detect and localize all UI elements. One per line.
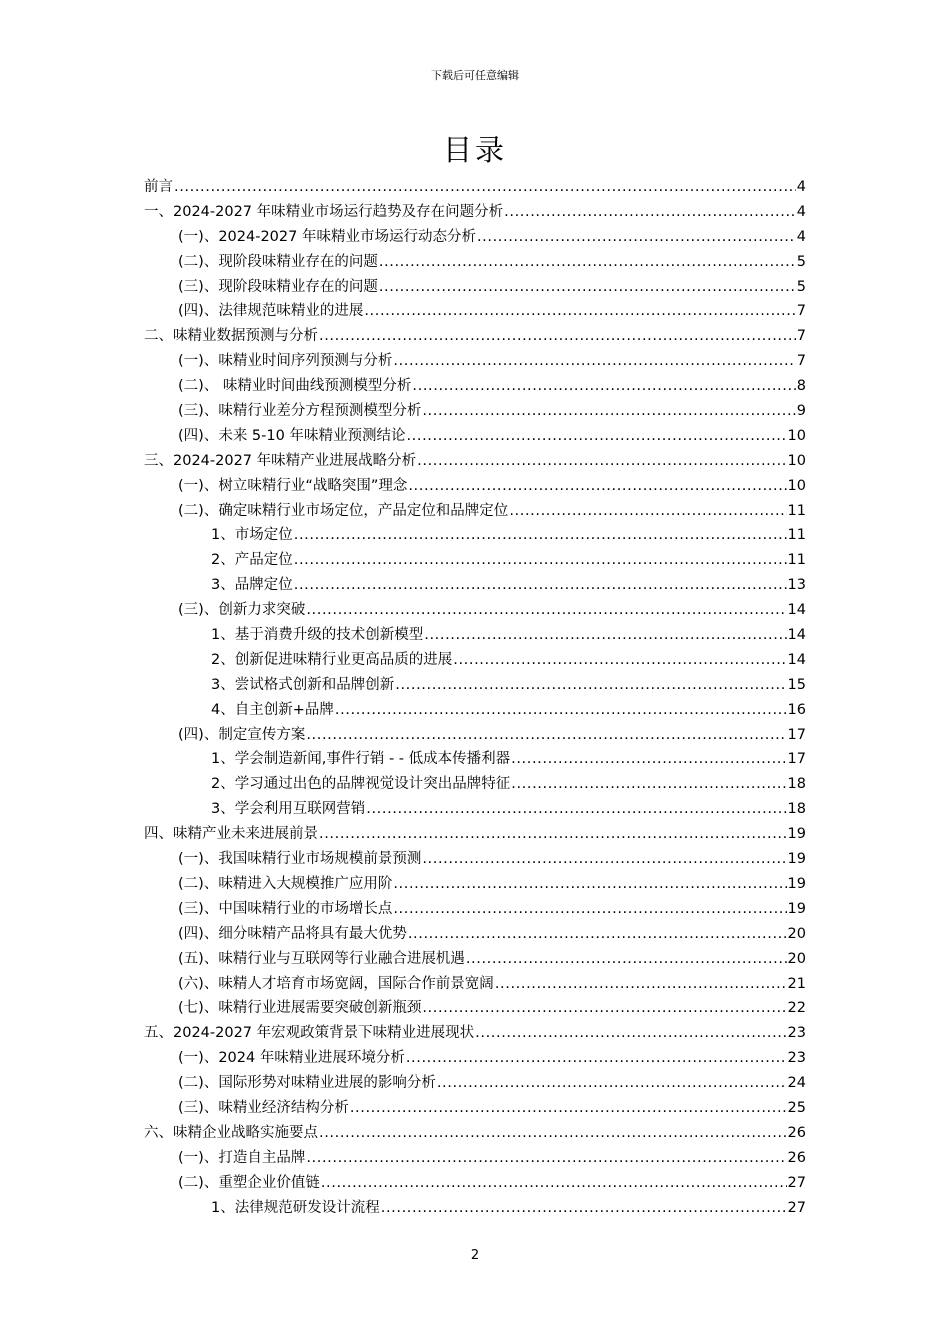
toc-dot-leader	[422, 996, 786, 1021]
toc-entry-label: (一)、我国味精行业市场规模前景预测	[178, 851, 422, 868]
toc-entry-label: 1、市场定位	[211, 527, 293, 544]
toc-entry-label: (一)、味精业时间序列预测与分析	[178, 353, 393, 370]
toc-entry-page: 25	[787, 1099, 806, 1116]
toc-dot-leader	[395, 673, 786, 698]
toc-entry-page: 14	[787, 627, 806, 644]
toc-entry[interactable]	[144, 225, 806, 250]
toc-entry-label: 二、味精业数据预测与分析	[144, 328, 318, 345]
toc-entry-label: 3、学会利用互联网营销	[211, 801, 366, 818]
header-note: 下载后可任意编辑	[431, 69, 519, 82]
toc-entry-page: 5	[796, 253, 806, 270]
toc-entry[interactable]	[144, 747, 806, 772]
toc-dot-leader	[393, 872, 786, 897]
toc-entry[interactable]	[144, 1146, 806, 1171]
toc-entry-label: (五)、味精行业与互联网等行业融合进展机遇	[178, 950, 465, 967]
toc-entry-page: 7	[796, 303, 806, 320]
toc-entry-label: (二)、国际形势对味精业进展的影响分析	[178, 1075, 436, 1092]
toc-dot-leader	[321, 1171, 787, 1196]
toc-entry-label: (一)、2024 年味精业进展环境分析	[178, 1050, 405, 1067]
toc-entry-label: 前言	[144, 179, 173, 195]
toc-entry-page: 16	[787, 701, 806, 718]
toc-entry-label: (一)、2024-2027 年味精业市场运行动态分析	[178, 228, 476, 245]
toc-entry-label: (四)、未来 5-10 年味精业预测结论	[178, 427, 406, 444]
toc-dot-leader	[495, 972, 787, 997]
toc-entry[interactable]	[144, 200, 806, 225]
toc-entry-page: 15	[787, 676, 806, 693]
toc-entry-page: 14	[787, 651, 806, 668]
toc-dot-leader	[306, 598, 786, 623]
toc-dot-leader	[406, 424, 786, 449]
toc-entry-label: (三)、创新力求突破	[178, 602, 306, 619]
page-title: 目录	[442, 133, 507, 167]
toc-entry[interactable]	[144, 324, 806, 349]
toc-entry[interactable]	[144, 673, 806, 698]
toc-entry-label: (三)、中国味精行业的市场增长点	[178, 900, 393, 917]
toc-dot-leader	[381, 1196, 787, 1221]
toc-entry-page: 4	[796, 179, 806, 195]
toc-entry-label: (一)、树立味精行业“战略突围”理念	[178, 477, 408, 494]
toc-dot-leader	[408, 474, 786, 499]
toc-entry-page: 14	[787, 602, 806, 619]
toc-dot-leader	[174, 175, 796, 200]
toc-entry-page: 13	[787, 577, 806, 594]
toc-entry-page: 23	[787, 1050, 806, 1067]
toc-dot-leader	[335, 698, 787, 723]
toc-entry-page: 8	[796, 378, 806, 395]
toc-entry[interactable]	[144, 349, 806, 374]
toc-dot-leader	[393, 897, 786, 922]
toc-entry-page: 22	[787, 1000, 806, 1017]
toc-entry-page: 24	[787, 1075, 806, 1092]
toc-entry-label: 2、创新促进味精行业更高品质的进展	[211, 651, 453, 668]
toc-entry-page: 18	[787, 801, 806, 818]
toc-entry-page: 21	[787, 975, 806, 992]
toc-entry-label: 1、学会制造新闻,事件行销 - - 低成本传播利器	[211, 751, 511, 768]
toc-entry[interactable]	[144, 573, 806, 598]
toc-entry[interactable]	[144, 175, 806, 200]
toc-entry[interactable]	[144, 1021, 806, 1046]
toc-entry-label: (二)、重塑企业价值链	[178, 1174, 320, 1191]
toc-entry[interactable]	[144, 499, 806, 524]
toc-dot-leader	[306, 1146, 786, 1171]
toc-entry[interactable]	[144, 523, 806, 548]
toc-entry[interactable]	[144, 598, 806, 623]
toc-entry[interactable]	[144, 399, 806, 424]
toc-entry[interactable]	[144, 972, 806, 997]
toc-entry-label: 3、尝试格式创新和品牌创新	[211, 676, 395, 693]
toc-dot-leader	[511, 747, 786, 772]
toc-entry[interactable]	[144, 623, 806, 648]
toc-dot-leader	[408, 922, 787, 947]
toc-entry-page: 27	[787, 1199, 806, 1216]
toc-entry-label: 4、自主创新+品牌	[211, 701, 334, 718]
toc-entry-label: 1、基于消费升级的技术创新模型	[211, 627, 424, 644]
toc-entry-page: 19	[787, 875, 806, 892]
toc-entry-page: 5	[796, 278, 806, 295]
toc-dot-leader	[475, 1021, 786, 1046]
toc-entry[interactable]	[144, 872, 806, 897]
toc-entry[interactable]	[144, 548, 806, 573]
toc-entry-page: 19	[787, 826, 806, 843]
table-of-contents	[144, 175, 806, 1220]
toc-entry-page: 10	[787, 477, 806, 494]
toc-entry-label: 六、味精企业战略实施要点	[144, 1124, 318, 1141]
toc-entry-label: 四、味精产业未来进展前景	[144, 826, 318, 843]
toc-dot-leader	[294, 548, 787, 573]
toc-entry[interactable]	[144, 250, 806, 275]
toc-dot-leader	[406, 1046, 787, 1071]
toc-dot-leader	[350, 1096, 787, 1121]
toc-dot-leader	[453, 648, 786, 673]
toc-dot-leader	[422, 399, 795, 424]
toc-entry[interactable]	[144, 449, 806, 474]
toc-entry-page: 7	[796, 353, 806, 370]
toc-dot-leader	[511, 772, 786, 797]
toc-entry[interactable]	[144, 648, 806, 673]
toc-entry-label: (七)、味精行业进展需要突破创新瓶颈	[178, 1000, 422, 1017]
toc-entry[interactable]	[144, 1096, 806, 1121]
toc-dot-leader	[412, 374, 795, 399]
toc-entry[interactable]	[144, 1121, 806, 1146]
toc-entry[interactable]	[144, 275, 806, 300]
toc-dot-leader	[366, 797, 786, 822]
toc-entry[interactable]	[144, 474, 806, 499]
toc-entry[interactable]	[144, 947, 806, 972]
toc-entry[interactable]	[144, 299, 806, 324]
toc-entry[interactable]	[144, 698, 806, 723]
toc-entry-page: 27	[787, 1174, 806, 1191]
toc-entry-label: 2、学习通过出色的品牌视觉设计突出品牌特征	[211, 776, 511, 793]
toc-dot-leader	[509, 499, 786, 524]
toc-entry-page: 11	[787, 552, 806, 569]
toc-entry-page: 17	[787, 751, 806, 768]
toc-dot-leader	[319, 1121, 787, 1146]
toc-entry-label: (四)、制定宣传方案	[178, 726, 306, 743]
toc-entry[interactable]	[144, 996, 806, 1021]
toc-entry[interactable]	[144, 1046, 806, 1071]
toc-entry-label: (二)、 味精业时间曲线预测模型分析	[178, 378, 412, 395]
toc-entry-page: 18	[787, 776, 806, 793]
toc-entry-page: 17	[787, 726, 806, 743]
toc-entry[interactable]	[144, 424, 806, 449]
toc-entry[interactable]	[144, 847, 806, 872]
toc-entry[interactable]	[144, 1071, 806, 1096]
toc-entry-label: (一)、打造自主品牌	[178, 1149, 306, 1166]
toc-dot-leader	[422, 847, 786, 872]
toc-entry-page: 20	[787, 950, 806, 967]
toc-entry-page: 26	[787, 1124, 806, 1141]
toc-entry-page: 4	[796, 203, 806, 220]
toc-dot-leader	[437, 1071, 787, 1096]
toc-entry-label: 2、产品定位	[211, 552, 293, 569]
toc-dot-leader	[504, 200, 796, 225]
toc-entry[interactable]	[144, 1196, 806, 1221]
toc-entry[interactable]	[144, 922, 806, 947]
toc-entry[interactable]	[144, 1171, 806, 1196]
toc-dot-leader	[424, 623, 786, 648]
toc-entry-label: (二)、确定味精行业市场定位，产品定位和品牌定位	[178, 502, 509, 519]
toc-entry-page: 11	[787, 527, 806, 544]
toc-dot-leader	[379, 275, 796, 300]
toc-entry-page: 10	[787, 452, 806, 469]
toc-entry-page: 19	[787, 900, 806, 917]
toc-entry[interactable]	[144, 897, 806, 922]
toc-dot-leader	[319, 324, 796, 349]
toc-dot-leader	[306, 723, 786, 748]
toc-entry-page: 9	[796, 403, 806, 420]
toc-entry[interactable]	[144, 797, 806, 822]
toc-entry-label: 1、法律规范研发设计流程	[211, 1199, 380, 1216]
toc-dot-leader	[466, 947, 787, 972]
toc-entry-label: (四)、细分味精产品将具有最大优势	[178, 925, 407, 942]
toc-entry-label: (三)、味精行业差分方程预测模型分析	[178, 403, 422, 420]
page-number: 2	[470, 1248, 480, 1263]
toc-dot-leader	[294, 523, 787, 548]
toc-entry[interactable]	[144, 772, 806, 797]
toc-entry-page: 10	[787, 427, 806, 444]
toc-dot-leader	[294, 573, 787, 598]
toc-entry-page: 11	[787, 502, 806, 519]
toc-entry-label: (六)、味精人才培育市场宽阔，国际合作前景宽阔	[178, 975, 494, 992]
toc-entry-page: 7	[796, 328, 806, 345]
toc-dot-leader	[364, 299, 795, 324]
toc-entry[interactable]	[144, 723, 806, 748]
toc-entry-label: (三)、现阶段味精业存在的问题	[178, 278, 378, 295]
toc-entry-page: 20	[787, 925, 806, 942]
toc-entry-label: (二)、味精进入大规模推广应用阶	[178, 875, 393, 892]
toc-entry-label: (二)、现阶段味精业存在的问题	[178, 253, 378, 270]
toc-dot-leader	[379, 250, 796, 275]
toc-entry[interactable]	[144, 374, 806, 399]
toc-dot-leader	[393, 349, 795, 374]
toc-entry-page: 26	[787, 1149, 806, 1166]
toc-dot-leader	[477, 225, 796, 250]
toc-entry[interactable]	[144, 822, 806, 847]
toc-dot-leader	[319, 822, 787, 847]
toc-dot-leader	[417, 449, 786, 474]
toc-entry-label: 五、2024-2027 年宏观政策背景下味精业进展现状	[144, 1025, 475, 1042]
toc-entry-label: (四)、法律规范味精业的进展	[178, 303, 364, 320]
toc-entry-page: 4	[796, 228, 806, 245]
toc-entry-label: 3、品牌定位	[211, 577, 293, 594]
toc-entry-page: 19	[787, 851, 806, 868]
toc-entry-label: 一、2024-2027 年味精业市场运行趋势及存在问题分析	[144, 203, 504, 220]
toc-entry-label: 三、2024-2027 年味精产业进展战略分析	[144, 452, 417, 469]
toc-entry-page: 23	[787, 1025, 806, 1042]
toc-entry-label: (三)、味精业经济结构分析	[178, 1099, 349, 1116]
